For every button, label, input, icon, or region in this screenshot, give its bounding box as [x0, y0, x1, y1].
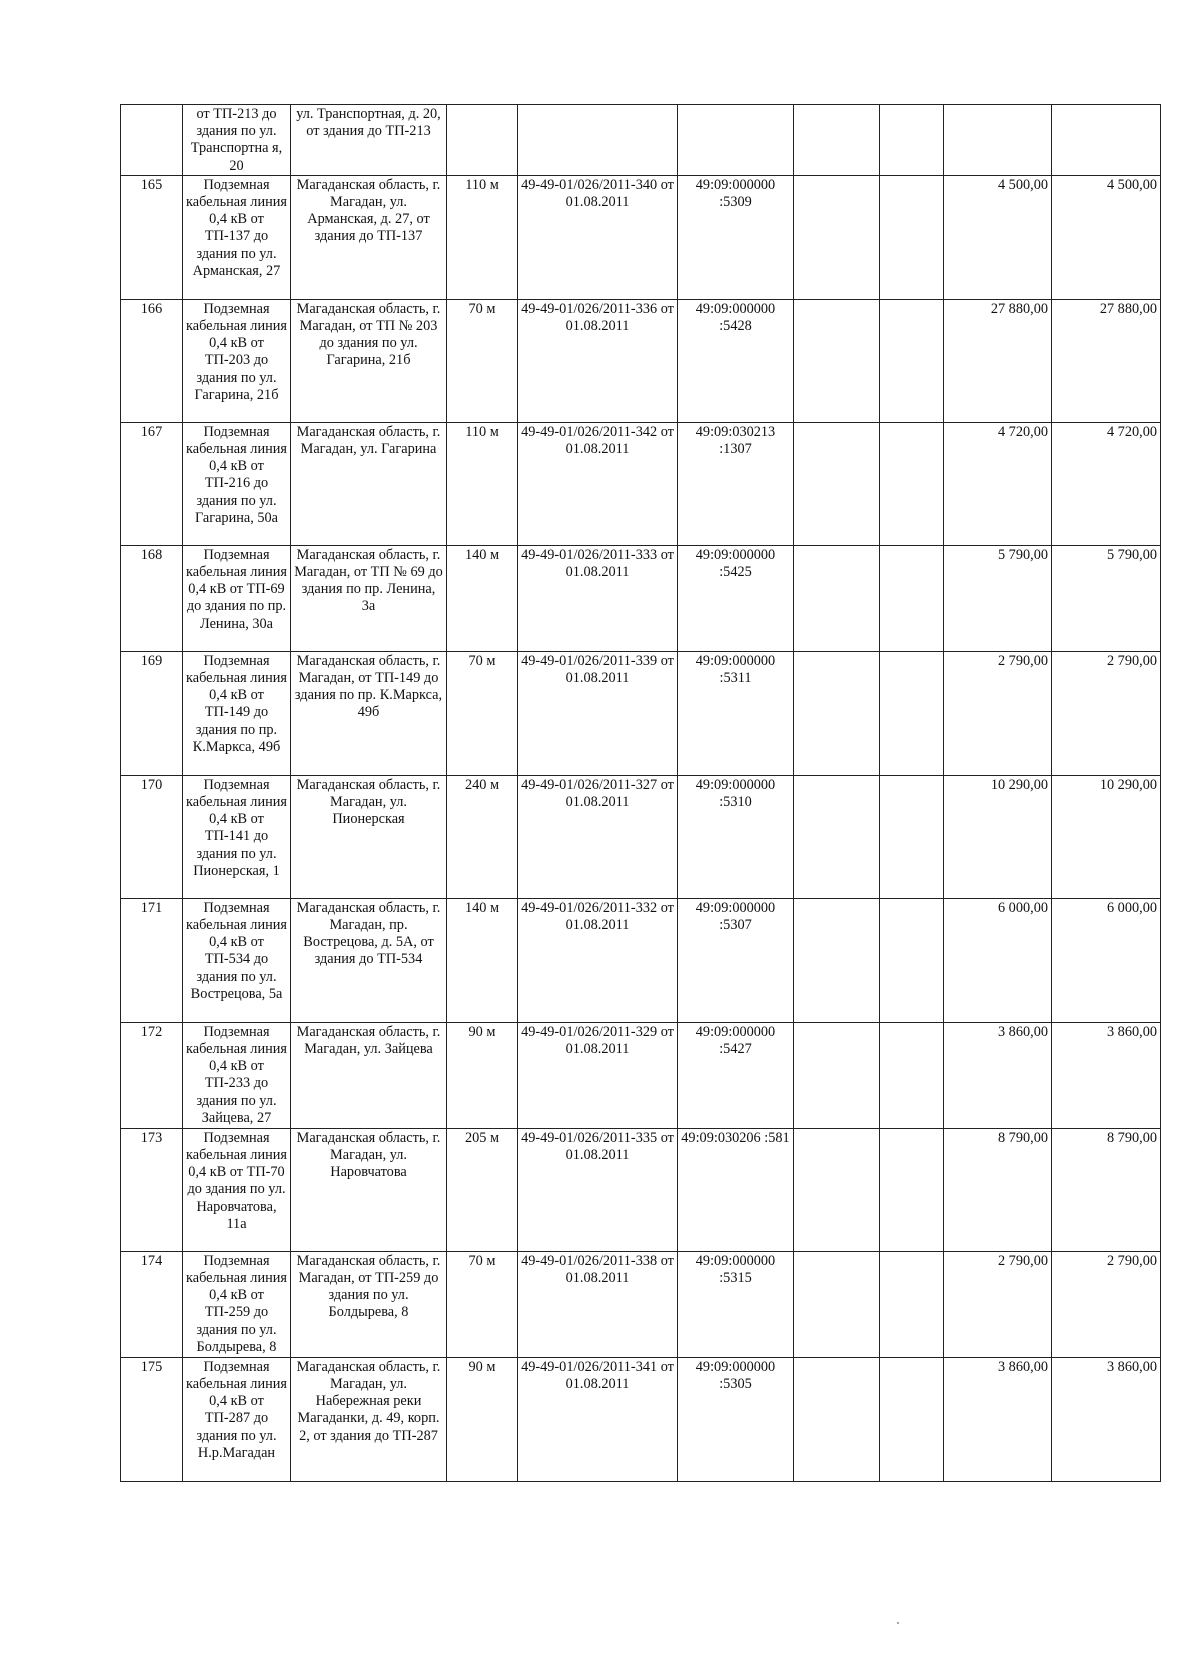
cell-object-name: Подземная кабельная линия 0,4 кВ от ТП-141 до здания по ул. Пионерская, 1 — [183, 775, 291, 898]
cell-empty — [794, 545, 880, 651]
cell-number: 171 — [121, 898, 183, 1022]
table-row — [121, 1128, 1161, 1251]
cell-number — [121, 105, 183, 176]
cell-value: 6 000,00 — [1052, 898, 1161, 1022]
cell-address: Магаданская область, г. Магадан, от ТП-259 до здания по ул. Болдырева, 8 — [291, 1251, 447, 1357]
cell-value: 10 290,00 — [944, 775, 1052, 898]
cell-value — [1052, 105, 1161, 176]
cell-empty — [880, 1022, 944, 1128]
cell-value: 8 790,00 — [944, 1128, 1052, 1251]
cell-number: 174 — [121, 1251, 183, 1357]
cell-address: Магаданская область, г. Магадан, ул. Набережная реки Магаданки, д. 49, корп. 2, от здания до ТП-287 — [291, 1357, 447, 1481]
cell-value: 5 790,00 — [944, 545, 1052, 651]
cell-empty — [880, 898, 944, 1022]
table-row — [121, 898, 1161, 1022]
cell-registration: 49-49-01/026/2011-332 от 01.08.2011 — [518, 898, 678, 1022]
cell-address: Магаданская область, г. Магадан, ул. Пионерская — [291, 775, 447, 898]
table-row — [121, 299, 1161, 422]
cell-length — [447, 105, 518, 176]
cell-value: 10 290,00 — [1052, 775, 1161, 898]
cell-cadastral-number: 49:09:000000 :5315 — [678, 1251, 794, 1357]
cell-value: 2 790,00 — [1052, 1251, 1161, 1357]
cell-cadastral-number: 49:09:000000 :5307 — [678, 898, 794, 1022]
cell-object-name: Подземная кабельная линия 0,4 кВ от ТП-259 до здания по ул. Болдырева, 8 — [183, 1251, 291, 1357]
cell-registration: 49-49-01/026/2011-339 от 01.08.2011 — [518, 651, 678, 775]
cell-registration: 49-49-01/026/2011-327 от 01.08.2011 — [518, 775, 678, 898]
cell-empty — [880, 775, 944, 898]
table-row — [121, 105, 1161, 176]
cell-cadastral-number: 49:09:000000 :5311 — [678, 651, 794, 775]
cell-empty — [794, 299, 880, 422]
cell-address: ул. Транспортная, д. 20, от здания до ТП-213 — [291, 105, 447, 176]
cell-value: 6 000,00 — [944, 898, 1052, 1022]
cell-length: 110 м — [447, 422, 518, 545]
cell-registration: 49-49-01/026/2011-329 от 01.08.2011 — [518, 1022, 678, 1128]
table-row — [121, 545, 1161, 651]
cell-length: 110 м — [447, 175, 518, 299]
cell-number: 175 — [121, 1357, 183, 1481]
cell-cadastral-number: 49:09:030213 :1307 — [678, 422, 794, 545]
cell-object-name: Подземная кабельная линия 0,4 кВ от ТП-149 до здания по пр. К.Маркса, 49б — [183, 651, 291, 775]
cell-address: Магаданская область, г. Магадан, пр. Вострецова, д. 5А, от здания до ТП-534 — [291, 898, 447, 1022]
cell-value: 3 860,00 — [1052, 1357, 1161, 1481]
cell-number: 168 — [121, 545, 183, 651]
cell-value — [944, 105, 1052, 176]
cell-number: 172 — [121, 1022, 183, 1128]
table-row — [121, 651, 1161, 775]
cell-registration: 49-49-01/026/2011-342 от 01.08.2011 — [518, 422, 678, 545]
cell-length: 240 м — [447, 775, 518, 898]
cell-number: 173 — [121, 1128, 183, 1251]
cell-address: Магаданская область, г. Магадан, от ТП № 203 до здания по ул. Гагарина, 21б — [291, 299, 447, 422]
cell-value: 4 720,00 — [1052, 422, 1161, 545]
cell-value: 3 860,00 — [944, 1022, 1052, 1128]
cell-empty — [794, 651, 880, 775]
cell-cadastral-number: 49:09:000000 :5427 — [678, 1022, 794, 1128]
cell-object-name: Подземная кабельная линия 0,4 кВ от ТП-203 до здания по ул. Гагарина, 21б — [183, 299, 291, 422]
cell-value: 27 880,00 — [944, 299, 1052, 422]
cell-registration: 49-49-01/026/2011-338 от 01.08.2011 — [518, 1251, 678, 1357]
cell-value: 27 880,00 — [1052, 299, 1161, 422]
cell-registration: 49-49-01/026/2011-336 от 01.08.2011 — [518, 299, 678, 422]
cell-value: 4 500,00 — [1052, 175, 1161, 299]
cell-empty — [794, 1022, 880, 1128]
cell-empty — [880, 175, 944, 299]
cell-empty — [794, 1128, 880, 1251]
cell-address: Магаданская область, г. Магадан, ул. Арманская, д. 27, от здания до ТП-137 — [291, 175, 447, 299]
cell-value: 4 500,00 — [944, 175, 1052, 299]
cell-empty — [794, 1357, 880, 1481]
cell-registration: 49-49-01/026/2011-340 от 01.08.2011 — [518, 175, 678, 299]
cell-value: 8 790,00 — [1052, 1128, 1161, 1251]
cell-empty — [794, 175, 880, 299]
cell-empty — [794, 1251, 880, 1357]
table-body — [121, 105, 1161, 1482]
cell-address: Магаданская область, г. Магадан, ул. Зайцева — [291, 1022, 447, 1128]
cell-registration: 49-49-01/026/2011-335 от 01.08.2011 — [518, 1128, 678, 1251]
scan-speck — [897, 1622, 899, 1624]
cell-object-name: от ТП-213 до здания по ул. Транспортна я, 20 — [183, 105, 291, 176]
cell-empty — [880, 299, 944, 422]
cell-value: 2 790,00 — [1052, 651, 1161, 775]
cell-length: 90 м — [447, 1022, 518, 1128]
cell-empty — [880, 1128, 944, 1251]
cell-number: 169 — [121, 651, 183, 775]
cell-empty — [880, 1357, 944, 1481]
table-row — [121, 1357, 1161, 1481]
table-row — [121, 775, 1161, 898]
table-row — [121, 1251, 1161, 1357]
cell-cadastral-number: 49:09:000000 :5428 — [678, 299, 794, 422]
cell-address: Магаданская область, г. Магадан, от ТП № 69 до здания по пр. Ленина, 3а — [291, 545, 447, 651]
table-row — [121, 422, 1161, 545]
cell-number: 170 — [121, 775, 183, 898]
cell-empty — [794, 775, 880, 898]
cell-object-name: Подземная кабельная линия 0,4 кВ от ТП-216 до здания по ул. Гагарина, 50а — [183, 422, 291, 545]
cell-number: 167 — [121, 422, 183, 545]
cell-empty — [880, 1251, 944, 1357]
cell-object-name: Подземная кабельная линия 0,4 кВ от ТП-534 до здания по ул. Вострецова, 5а — [183, 898, 291, 1022]
cell-value: 5 790,00 — [1052, 545, 1161, 651]
cell-empty — [880, 422, 944, 545]
cell-registration: 49-49-01/026/2011-333 от 01.08.2011 — [518, 545, 678, 651]
cell-address: Магаданская область, г. Магадан, от ТП-149 до здания по пр. К.Маркса, 49б — [291, 651, 447, 775]
cell-value: 3 860,00 — [944, 1357, 1052, 1481]
cell-cadastral-number: 49:09:030206 :581 — [678, 1128, 794, 1251]
cell-length: 70 м — [447, 651, 518, 775]
cell-address: Магаданская область, г. Магадан, ул. Наровчатова — [291, 1128, 447, 1251]
cell-empty — [880, 105, 944, 176]
cell-value: 2 790,00 — [944, 651, 1052, 775]
table-row — [121, 175, 1161, 299]
cell-length: 70 м — [447, 299, 518, 422]
table-row — [121, 1022, 1161, 1128]
cell-object-name: Подземная кабельная линия 0,4 кВ от ТП-233 до здания по ул. Зайцева, 27 — [183, 1022, 291, 1128]
cell-address: Магаданская область, г. Магадан, ул. Гагарина — [291, 422, 447, 545]
cell-length: 140 м — [447, 545, 518, 651]
cell-empty — [794, 422, 880, 545]
cell-empty — [794, 105, 880, 176]
cell-registration: 49-49-01/026/2011-341 от 01.08.2011 — [518, 1357, 678, 1481]
cell-length: 90 м — [447, 1357, 518, 1481]
cell-empty — [880, 545, 944, 651]
cell-length: 205 м — [447, 1128, 518, 1251]
cell-number: 165 — [121, 175, 183, 299]
cell-object-name: Подземная кабельная линия 0,4 кВ от ТП-287 до здания по ул. Н.р.Магадан — [183, 1357, 291, 1481]
cell-registration — [518, 105, 678, 176]
cell-cadastral-number: 49:09:000000 :5425 — [678, 545, 794, 651]
cell-cadastral-number: 49:09:000000 :5305 — [678, 1357, 794, 1481]
cell-value: 2 790,00 — [944, 1251, 1052, 1357]
cell-value: 3 860,00 — [1052, 1022, 1161, 1128]
cell-empty — [794, 898, 880, 1022]
property-register-table — [120, 104, 1161, 1482]
cell-object-name: Подземная кабельная линия 0,4 кВ от ТП-69 до здания по пр. Ленина, 30а — [183, 545, 291, 651]
cell-cadastral-number — [678, 105, 794, 176]
cell-number: 166 — [121, 299, 183, 422]
cell-object-name: Подземная кабельная линия 0,4 кВ от ТП-70 до здания по ул. Наровчатова, 11а — [183, 1128, 291, 1251]
cell-object-name: Подземная кабельная линия 0,4 кВ от ТП-137 до здания по ул. Арманская, 27 — [183, 175, 291, 299]
cell-length: 70 м — [447, 1251, 518, 1357]
cell-cadastral-number: 49:09:000000 :5310 — [678, 775, 794, 898]
cell-cadastral-number: 49:09:000000 :5309 — [678, 175, 794, 299]
cell-value: 4 720,00 — [944, 422, 1052, 545]
cell-empty — [880, 651, 944, 775]
cell-length: 140 м — [447, 898, 518, 1022]
